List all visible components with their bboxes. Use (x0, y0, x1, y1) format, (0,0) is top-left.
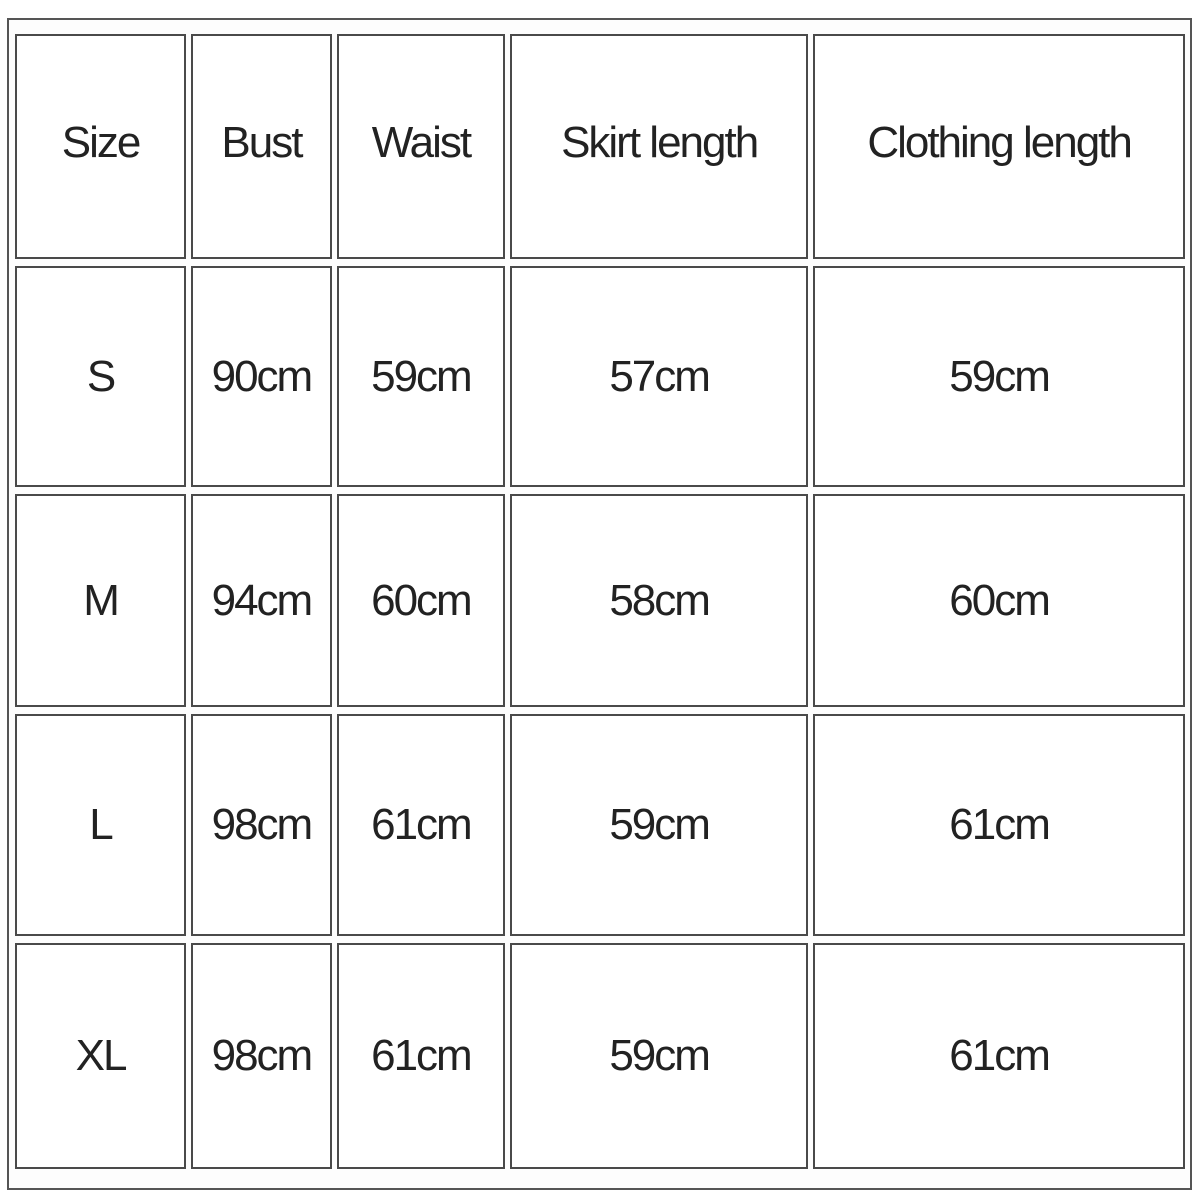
cell-waist: 61cm (337, 714, 505, 936)
cell-bust: 90cm (191, 266, 332, 487)
cell-clothing-length: 61cm (813, 943, 1185, 1169)
table-row (15, 494, 1185, 707)
table-row (15, 266, 1185, 487)
cell-bust: 94cm (191, 494, 332, 707)
cell-clothing-length: 61cm (813, 714, 1185, 936)
header-cell-waist (337, 34, 505, 259)
cell-skirt-length: 58cm (510, 494, 808, 707)
header-label-size: Size (61, 117, 140, 167)
cell-size: M (15, 494, 186, 707)
cell-size: XL (15, 943, 186, 1169)
header-label-waist: Waist (371, 117, 471, 167)
size-chart-table (10, 27, 1190, 1176)
cell-waist: 60cm (337, 494, 505, 707)
cell-skirt-length: 59cm (510, 714, 808, 936)
table-header-row (15, 34, 1185, 259)
cell-clothing-length: 59cm (813, 266, 1185, 487)
cell-bust: 98cm (191, 943, 332, 1169)
header-cell-skirt-length (510, 34, 808, 259)
header-cell-clothing-length (813, 34, 1185, 259)
size-chart-frame (7, 18, 1192, 1190)
header-cell-size (15, 34, 186, 259)
cell-skirt-length: 59cm (510, 943, 808, 1169)
cell-size: L (15, 714, 186, 936)
header-label-clothing-length: Clothing length (867, 117, 1131, 167)
table-row (15, 943, 1185, 1169)
cell-size: S (15, 266, 186, 487)
header-label-skirt-length: Skirt length (561, 117, 758, 167)
cell-skirt-length: 57cm (510, 266, 808, 487)
cell-waist: 61cm (337, 943, 505, 1169)
cell-waist: 59cm (337, 266, 505, 487)
cell-clothing-length: 60cm (813, 494, 1185, 707)
table-row (15, 714, 1185, 936)
header-label-bust: Bust (221, 117, 302, 167)
header-cell-bust (191, 34, 332, 259)
cell-bust: 98cm (191, 714, 332, 936)
